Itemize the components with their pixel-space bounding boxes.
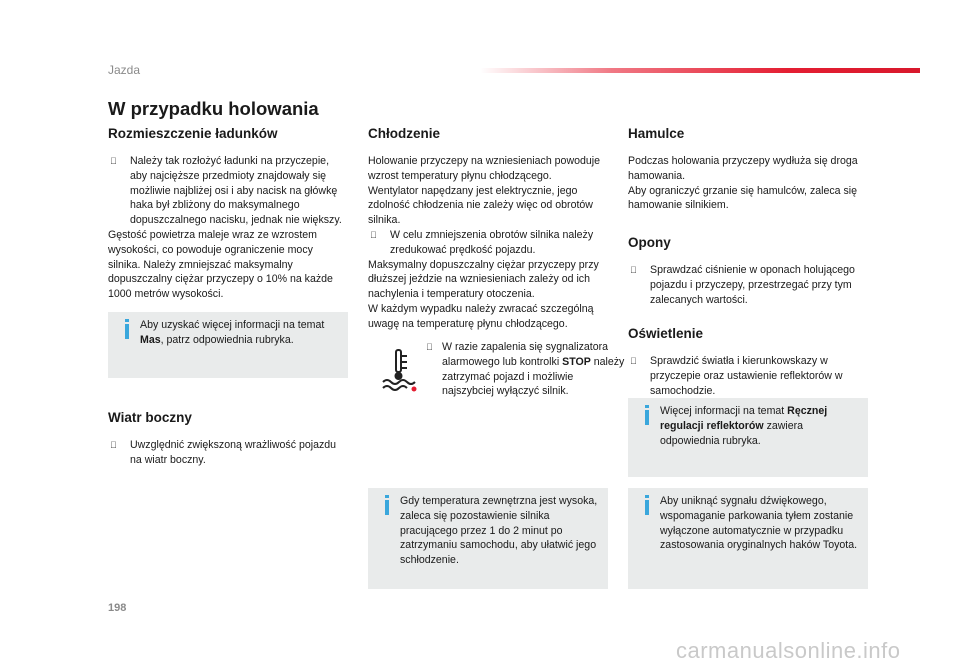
coolant-temperature-icon: [380, 348, 420, 392]
paragraph-cooling-2: Wentylator napędzany jest elektrycznie, jego zdolność chłodzenia nie zależy więc od obrotów silnika.: [368, 184, 593, 227]
column-2: [368, 126, 608, 332]
paragraph-cooling-3: Maksymalny dopuszczalny ciężar przyczepy przy dłuższej jeździe na wzniesieniach zależy od ich nachylenia i temperatury otoczenia.: [368, 258, 599, 301]
watermark: carmanualsonline.info: [676, 638, 901, 663]
paragraph-altitude: Gęstość powietrza maleje wraz ze wzrostem wysokości, co powoduje ograniczenie mocy silnika. Należy zmniejszać maksymalny dopuszczalny ciężar przyczepy o 10% na każde 1000 metrów wysokości.: [108, 228, 333, 301]
page-number: 198: [108, 602, 127, 614]
bullet-lighting: [628, 354, 868, 398]
heading-brakes: Hamulce: [628, 126, 685, 141]
paragraph-brakes-1: Podczas holowania przyczepy wydłuża się droga hamowania.: [628, 155, 858, 182]
heading-cooling: Chłodzenie: [368, 126, 441, 141]
warning-box-coolant: [368, 330, 625, 442]
heading-crosswind: Wiatr boczny: [108, 410, 192, 425]
bullet-marker: [426, 340, 433, 355]
bullet-marker: [630, 263, 637, 278]
column-1-wind: [108, 410, 348, 468]
info-text-parking: Aby uniknąć sygnału dźwiękowego, wspomaganie parkowania tyłem zostanie wyłączone automatycznie w przypadku zastosowania oryginalnych haków Toyota.: [660, 495, 858, 552]
column-3-lighting: [628, 326, 868, 398]
info-box-headlamps: [628, 398, 868, 477]
page-title: W przypadku holowania: [108, 98, 319, 119]
info-icon: [380, 495, 394, 515]
bullet-text: W celu zmniejszenia obrotów silnika należy zredukować prędkość pojazdu.: [390, 228, 594, 256]
info-box-cooling: [368, 488, 608, 589]
heading-tyres: Opony: [628, 235, 671, 250]
column-1: [108, 126, 348, 302]
paragraph-cooling-1: Holowanie przyczepy na wzniesieniach powoduje wzrost temperatury płynu chłodzącego.: [368, 155, 601, 182]
bullet-text: Uwzględnić zwiększoną wrażliwość pojazdu na wiatr boczny.: [130, 439, 337, 466]
bullet-load: [108, 154, 348, 228]
paragraph-cooling-4: W każdym wypadku należy zwracać szczególną uwagę na temperaturę płynu chłodzącego.: [368, 302, 594, 330]
accent-bar: [480, 68, 920, 73]
info-box-mass: [108, 312, 348, 378]
bullet-marker: [630, 354, 637, 369]
info-icon: [640, 495, 654, 515]
column-3-tyres: [628, 235, 868, 307]
bullet-text: Sprawdzać ciśnienie w oponach holującego pojazdu i przyczepy, przestrzegać przy tym zalecanych wartości.: [650, 264, 855, 306]
bullet-marker: [110, 438, 117, 453]
heading-lighting: Oświetlenie: [628, 326, 704, 341]
info-text-mass: Aby uzyskać więcej informacji na temat Mas, patrz odpowiednia rubryka.: [140, 319, 325, 346]
info-icon: [640, 405, 654, 425]
bullet-marker: [370, 228, 377, 243]
bullet-wind: [108, 438, 348, 468]
info-icon: [120, 319, 134, 339]
paragraph-brakes-2: Aby ograniczyć grzanie się hamulców, zaleca się hamowanie silnikiem.: [628, 184, 858, 212]
warning-text: W razie zapalenia się sygnalizatora alarmowego lub kontrolki STOP należy zatrzymać pojazd i możliwie najszybciej wyłączyć silnik.: [424, 340, 628, 399]
bullet-text: Należy tak rozłożyć ładunki na przyczepie, aby najcięższe przedmioty znajdowały się możliwie najbliżej osi i aby nacisk na główkę haka był zbliżony do maksymalnego dopuszczalnego nacisku, jednak nie większy.: [130, 155, 342, 227]
heading-load-distribution: Rozmieszczenie ładunków: [108, 126, 278, 141]
bullet-marker: [110, 154, 117, 169]
column-3: [628, 126, 868, 213]
info-box-parking: [628, 488, 868, 589]
bullet-cooling: [368, 228, 608, 258]
info-text-cooling: Gdy temperatura zewnętrzna jest wysoka, zaleca się pozostawienie silnika pracującego przez 1 do 2 minut po zatrzymaniu samochodu, aby ułatwić jego schłodzenie.: [400, 495, 598, 567]
section-tag: Jazda: [108, 63, 141, 77]
info-text-headlamps: Więcej informacji na temat Ręcznej regulacji reflektorów zawiera odpowiednia rubryka.: [660, 405, 828, 447]
bullet-text: Sprawdzić światła i kierunkowskazy w przyczepie oraz ustawienie reflektorów w samochodzie.: [650, 355, 843, 397]
bullet-tyres: [628, 263, 868, 307]
